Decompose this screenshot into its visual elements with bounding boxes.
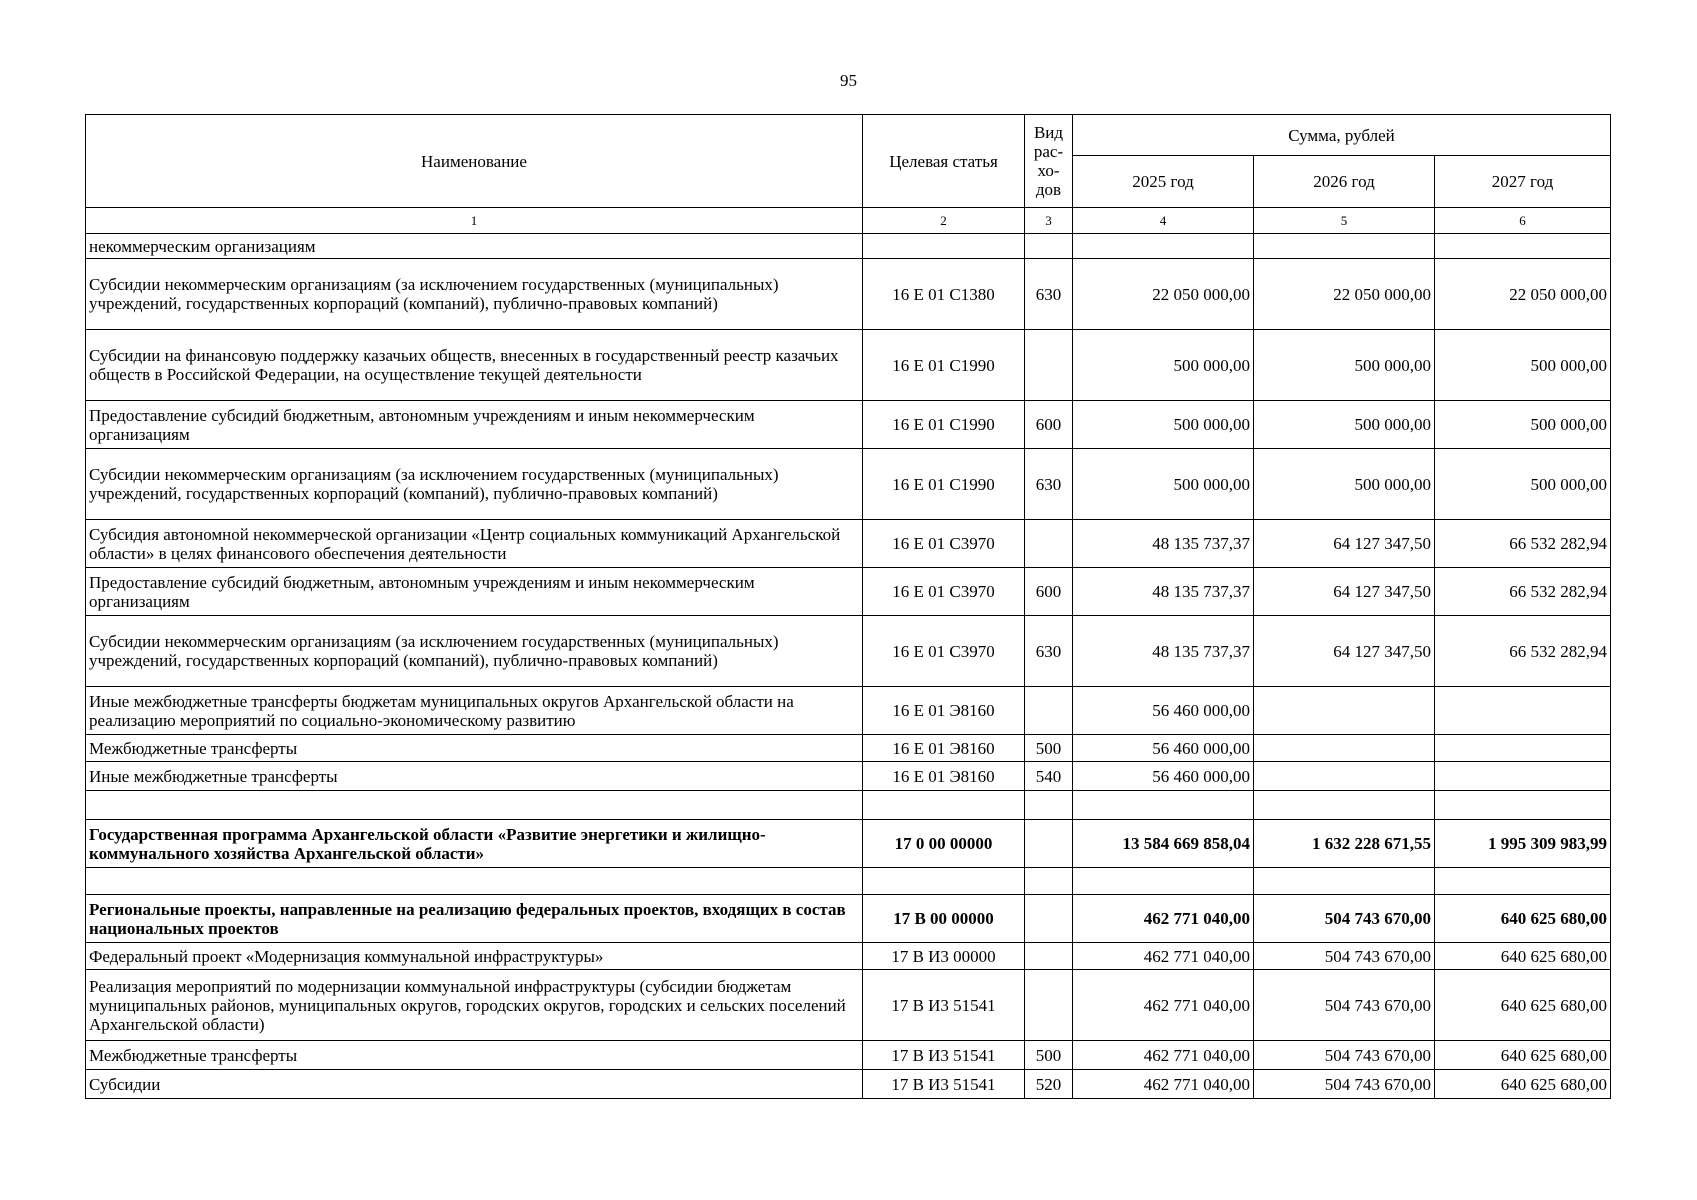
cell-target-article: 16 Е 01 С1990 xyxy=(863,449,1025,520)
header-year-2025: 2025 год xyxy=(1073,156,1254,208)
header-sum: Сумма, рублей xyxy=(1073,115,1611,156)
cell-sum-2025: 500 000,00 xyxy=(1073,449,1254,520)
header-year-2027: 2027 год xyxy=(1435,156,1611,208)
column-number: 2 xyxy=(863,208,1025,234)
cell-name: Федеральный проект «Модернизация коммунальной инфраструктуры» xyxy=(86,943,863,970)
cell-sum-2027: 1 995 309 983,99 xyxy=(1435,820,1611,868)
cell-sum-2027 xyxy=(1435,234,1611,259)
cell-sum-2025: 462 771 040,00 xyxy=(1073,1070,1254,1099)
cell-sum-2027 xyxy=(1435,791,1611,820)
cell-name: Региональные проекты, направленные на реализацию федеральных проектов, входящих в состав национальных проектов xyxy=(86,895,863,943)
cell-sum-2027: 66 532 282,94 xyxy=(1435,616,1611,687)
cell-sum-2026: 504 743 670,00 xyxy=(1254,1070,1435,1099)
column-number: 6 xyxy=(1435,208,1611,234)
cell-sum-2026: 504 743 670,00 xyxy=(1254,895,1435,943)
cell-sum-2026 xyxy=(1254,735,1435,762)
cell-sum-2026 xyxy=(1254,868,1435,895)
cell-sum-2026 xyxy=(1254,791,1435,820)
cell-target-article: 16 Е 01 Э8160 xyxy=(863,687,1025,735)
cell-sum-2027: 640 625 680,00 xyxy=(1435,1070,1611,1099)
cell-name: Субсидии на финансовую поддержку казачьих обществ, внесенных в государственный реестр казачьих обществ в Российской Федерации, на осуществление текущей деятельности xyxy=(86,330,863,401)
cell-target-article: 17 0 00 00000 xyxy=(863,820,1025,868)
cell-expense-type xyxy=(1025,330,1073,401)
cell-sum-2026: 64 127 347,50 xyxy=(1254,616,1435,687)
cell-sum-2025 xyxy=(1073,234,1254,259)
cell-expense-type xyxy=(1025,234,1073,259)
cell-expense-type xyxy=(1025,687,1073,735)
cell-target-article: 17 В И3 51541 xyxy=(863,1041,1025,1070)
cell-sum-2026: 64 127 347,50 xyxy=(1254,568,1435,616)
column-number: 1 xyxy=(86,208,863,234)
cell-expense-type xyxy=(1025,791,1073,820)
table-row xyxy=(86,616,1611,687)
cell-target-article xyxy=(863,868,1025,895)
cell-target-article: 17 В И3 51541 xyxy=(863,970,1025,1041)
header-year-2026: 2026 год xyxy=(1254,156,1435,208)
header-expense-type-line: рас- xyxy=(1033,142,1064,161)
cell-name: некоммерческим организациям xyxy=(86,234,863,259)
table-row-spacer xyxy=(86,791,1611,820)
cell-name: Межбюджетные трансферты xyxy=(86,735,863,762)
cell-sum-2027: 640 625 680,00 xyxy=(1435,895,1611,943)
cell-sum-2025: 500 000,00 xyxy=(1073,330,1254,401)
cell-sum-2025: 462 771 040,00 xyxy=(1073,895,1254,943)
header-expense-type-line: хо- xyxy=(1037,161,1060,180)
cell-target-article xyxy=(863,234,1025,259)
cell-expense-type: 540 xyxy=(1025,762,1073,791)
table-row xyxy=(86,943,1611,970)
cell-target-article xyxy=(863,791,1025,820)
cell-sum-2025: 48 135 737,37 xyxy=(1073,520,1254,568)
header-name: Наименование xyxy=(86,115,863,208)
cell-name: Субсидия автономной некоммерческой организации «Центр социальных коммуникаций Архангельской области» в целях финансового обеспечения деятельности xyxy=(86,520,863,568)
table-row xyxy=(86,259,1611,330)
budget-table xyxy=(85,114,1611,1099)
cell-sum-2027: 22 050 000,00 xyxy=(1435,259,1611,330)
cell-expense-type: 500 xyxy=(1025,1041,1073,1070)
cell-sum-2025 xyxy=(1073,791,1254,820)
cell-expense-type: 600 xyxy=(1025,568,1073,616)
page-number: 95 xyxy=(840,71,857,90)
header-expense-type-line: Вид xyxy=(1033,123,1064,142)
cell-sum-2027 xyxy=(1435,687,1611,735)
cell-sum-2025: 48 135 737,37 xyxy=(1073,568,1254,616)
cell-sum-2025: 22 050 000,00 xyxy=(1073,259,1254,330)
cell-name: Реализация мероприятий по модернизации коммунальной инфраструктуры (субсидии бюджетам муниципальных районов, муниципальных округов, городских округов, городских и сельских поселений Архангельской области) xyxy=(86,970,863,1041)
cell-sum-2027: 500 000,00 xyxy=(1435,401,1611,449)
cell-sum-2026 xyxy=(1254,762,1435,791)
cell-sum-2026: 64 127 347,50 xyxy=(1254,520,1435,568)
cell-name: Субсидии xyxy=(86,1070,863,1099)
column-number: 5 xyxy=(1254,208,1435,234)
cell-target-article: 16 Е 01 С3970 xyxy=(863,568,1025,616)
cell-expense-type: 600 xyxy=(1025,401,1073,449)
cell-sum-2026 xyxy=(1254,687,1435,735)
cell-expense-type: 500 xyxy=(1025,735,1073,762)
table-row xyxy=(86,449,1611,520)
cell-sum-2027 xyxy=(1435,735,1611,762)
cell-sum-2026: 500 000,00 xyxy=(1254,401,1435,449)
cell-sum-2027: 640 625 680,00 xyxy=(1435,1041,1611,1070)
header-expense-type-line: дов xyxy=(1035,180,1062,199)
cell-sum-2026: 22 050 000,00 xyxy=(1254,259,1435,330)
cell-sum-2027: 500 000,00 xyxy=(1435,330,1611,401)
cell-expense-type xyxy=(1025,868,1073,895)
cell-target-article: 16 Е 01 Э8160 xyxy=(863,735,1025,762)
cell-sum-2025: 462 771 040,00 xyxy=(1073,943,1254,970)
cell-sum-2025: 56 460 000,00 xyxy=(1073,687,1254,735)
cell-sum-2027: 640 625 680,00 xyxy=(1435,970,1611,1041)
cell-sum-2027: 66 532 282,94 xyxy=(1435,568,1611,616)
cell-expense-type xyxy=(1025,895,1073,943)
cell-sum-2027: 66 532 282,94 xyxy=(1435,520,1611,568)
cell-expense-type: 630 xyxy=(1025,449,1073,520)
cell-sum-2025: 48 135 737,37 xyxy=(1073,616,1254,687)
cell-sum-2026: 504 743 670,00 xyxy=(1254,943,1435,970)
cell-name: Государственная программа Архангельской области «Развитие энергетики и жилищно-коммунального хозяйства Архангельской области» xyxy=(86,820,863,868)
table-row xyxy=(86,330,1611,401)
cell-target-article: 16 Е 01 С1990 xyxy=(863,330,1025,401)
table-row-spacer xyxy=(86,868,1611,895)
cell-target-article: 16 Е 01 С1990 xyxy=(863,401,1025,449)
header-expense-type xyxy=(1025,115,1073,208)
table-row-regional-projects xyxy=(86,895,1611,943)
cell-expense-type: 520 xyxy=(1025,1070,1073,1099)
cell-target-article: 16 Е 01 С1380 xyxy=(863,259,1025,330)
cell-target-article: 16 Е 01 С3970 xyxy=(863,520,1025,568)
cell-sum-2025: 462 771 040,00 xyxy=(1073,970,1254,1041)
cell-name: Субсидии некоммерческим организациям (за исключением государственных (муниципальных) учреждений, государственных корпораций (компаний), публично-правовых компаний) xyxy=(86,449,863,520)
table-row-program xyxy=(86,820,1611,868)
header-target-article: Целевая статья xyxy=(863,115,1025,208)
cell-sum-2025: 13 584 669 858,04 xyxy=(1073,820,1254,868)
cell-sum-2026: 500 000,00 xyxy=(1254,449,1435,520)
cell-name: Межбюджетные трансферты xyxy=(86,1041,863,1070)
table-row xyxy=(86,520,1611,568)
cell-name xyxy=(86,791,863,820)
column-number: 3 xyxy=(1025,208,1073,234)
table-row xyxy=(86,1041,1611,1070)
cell-expense-type xyxy=(1025,970,1073,1041)
cell-sum-2027 xyxy=(1435,868,1611,895)
table-body xyxy=(86,234,1611,1099)
cell-expense-type xyxy=(1025,943,1073,970)
cell-sum-2026: 500 000,00 xyxy=(1254,330,1435,401)
cell-expense-type: 630 xyxy=(1025,259,1073,330)
column-number: 4 xyxy=(1073,208,1254,234)
cell-sum-2026: 504 743 670,00 xyxy=(1254,1041,1435,1070)
table-row xyxy=(86,234,1611,259)
cell-sum-2026: 504 743 670,00 xyxy=(1254,970,1435,1041)
cell-target-article: 16 Е 01 Э8160 xyxy=(863,762,1025,791)
cell-sum-2027: 640 625 680,00 xyxy=(1435,943,1611,970)
cell-name: Субсидии некоммерческим организациям (за исключением государственных (муниципальных) учреждений, государственных корпораций (компаний), публично-правовых компаний) xyxy=(86,616,863,687)
table-row xyxy=(86,762,1611,791)
cell-expense-type xyxy=(1025,520,1073,568)
cell-target-article: 17 В И3 00000 xyxy=(863,943,1025,970)
cell-sum-2025: 500 000,00 xyxy=(1073,401,1254,449)
cell-expense-type: 630 xyxy=(1025,616,1073,687)
cell-name: Предоставление субсидий бюджетным, автономным учреждениям и иным некоммерческим организациям xyxy=(86,568,863,616)
cell-sum-2025: 462 771 040,00 xyxy=(1073,1041,1254,1070)
table-row xyxy=(86,970,1611,1041)
table-row xyxy=(86,1070,1611,1099)
cell-sum-2027: 500 000,00 xyxy=(1435,449,1611,520)
cell-sum-2025: 56 460 000,00 xyxy=(1073,762,1254,791)
cell-name: Субсидии некоммерческим организациям (за исключением государственных (муниципальных) учреждений, государственных корпораций (компаний), публично-правовых компаний) xyxy=(86,259,863,330)
cell-sum-2025: 56 460 000,00 xyxy=(1073,735,1254,762)
cell-target-article: 16 Е 01 С3970 xyxy=(863,616,1025,687)
cell-name xyxy=(86,868,863,895)
table-row xyxy=(86,687,1611,735)
cell-sum-2026 xyxy=(1254,234,1435,259)
cell-name: Предоставление субсидий бюджетным, автономным учреждениям и иным некоммерческим организациям xyxy=(86,401,863,449)
cell-name: Иные межбюджетные трансферты xyxy=(86,762,863,791)
table-row xyxy=(86,735,1611,762)
cell-expense-type xyxy=(1025,820,1073,868)
cell-sum-2027 xyxy=(1435,762,1611,791)
cell-sum-2025 xyxy=(1073,868,1254,895)
cell-name: Иные межбюджетные трансферты бюджетам муниципальных округов Архангельской области на реализацию мероприятий по социально-экономическому развитию xyxy=(86,687,863,735)
table-row xyxy=(86,401,1611,449)
cell-sum-2026: 1 632 228 671,55 xyxy=(1254,820,1435,868)
cell-target-article: 17 В И3 51541 xyxy=(863,1070,1025,1099)
table-row xyxy=(86,568,1611,616)
cell-target-article: 17 В 00 00000 xyxy=(863,895,1025,943)
